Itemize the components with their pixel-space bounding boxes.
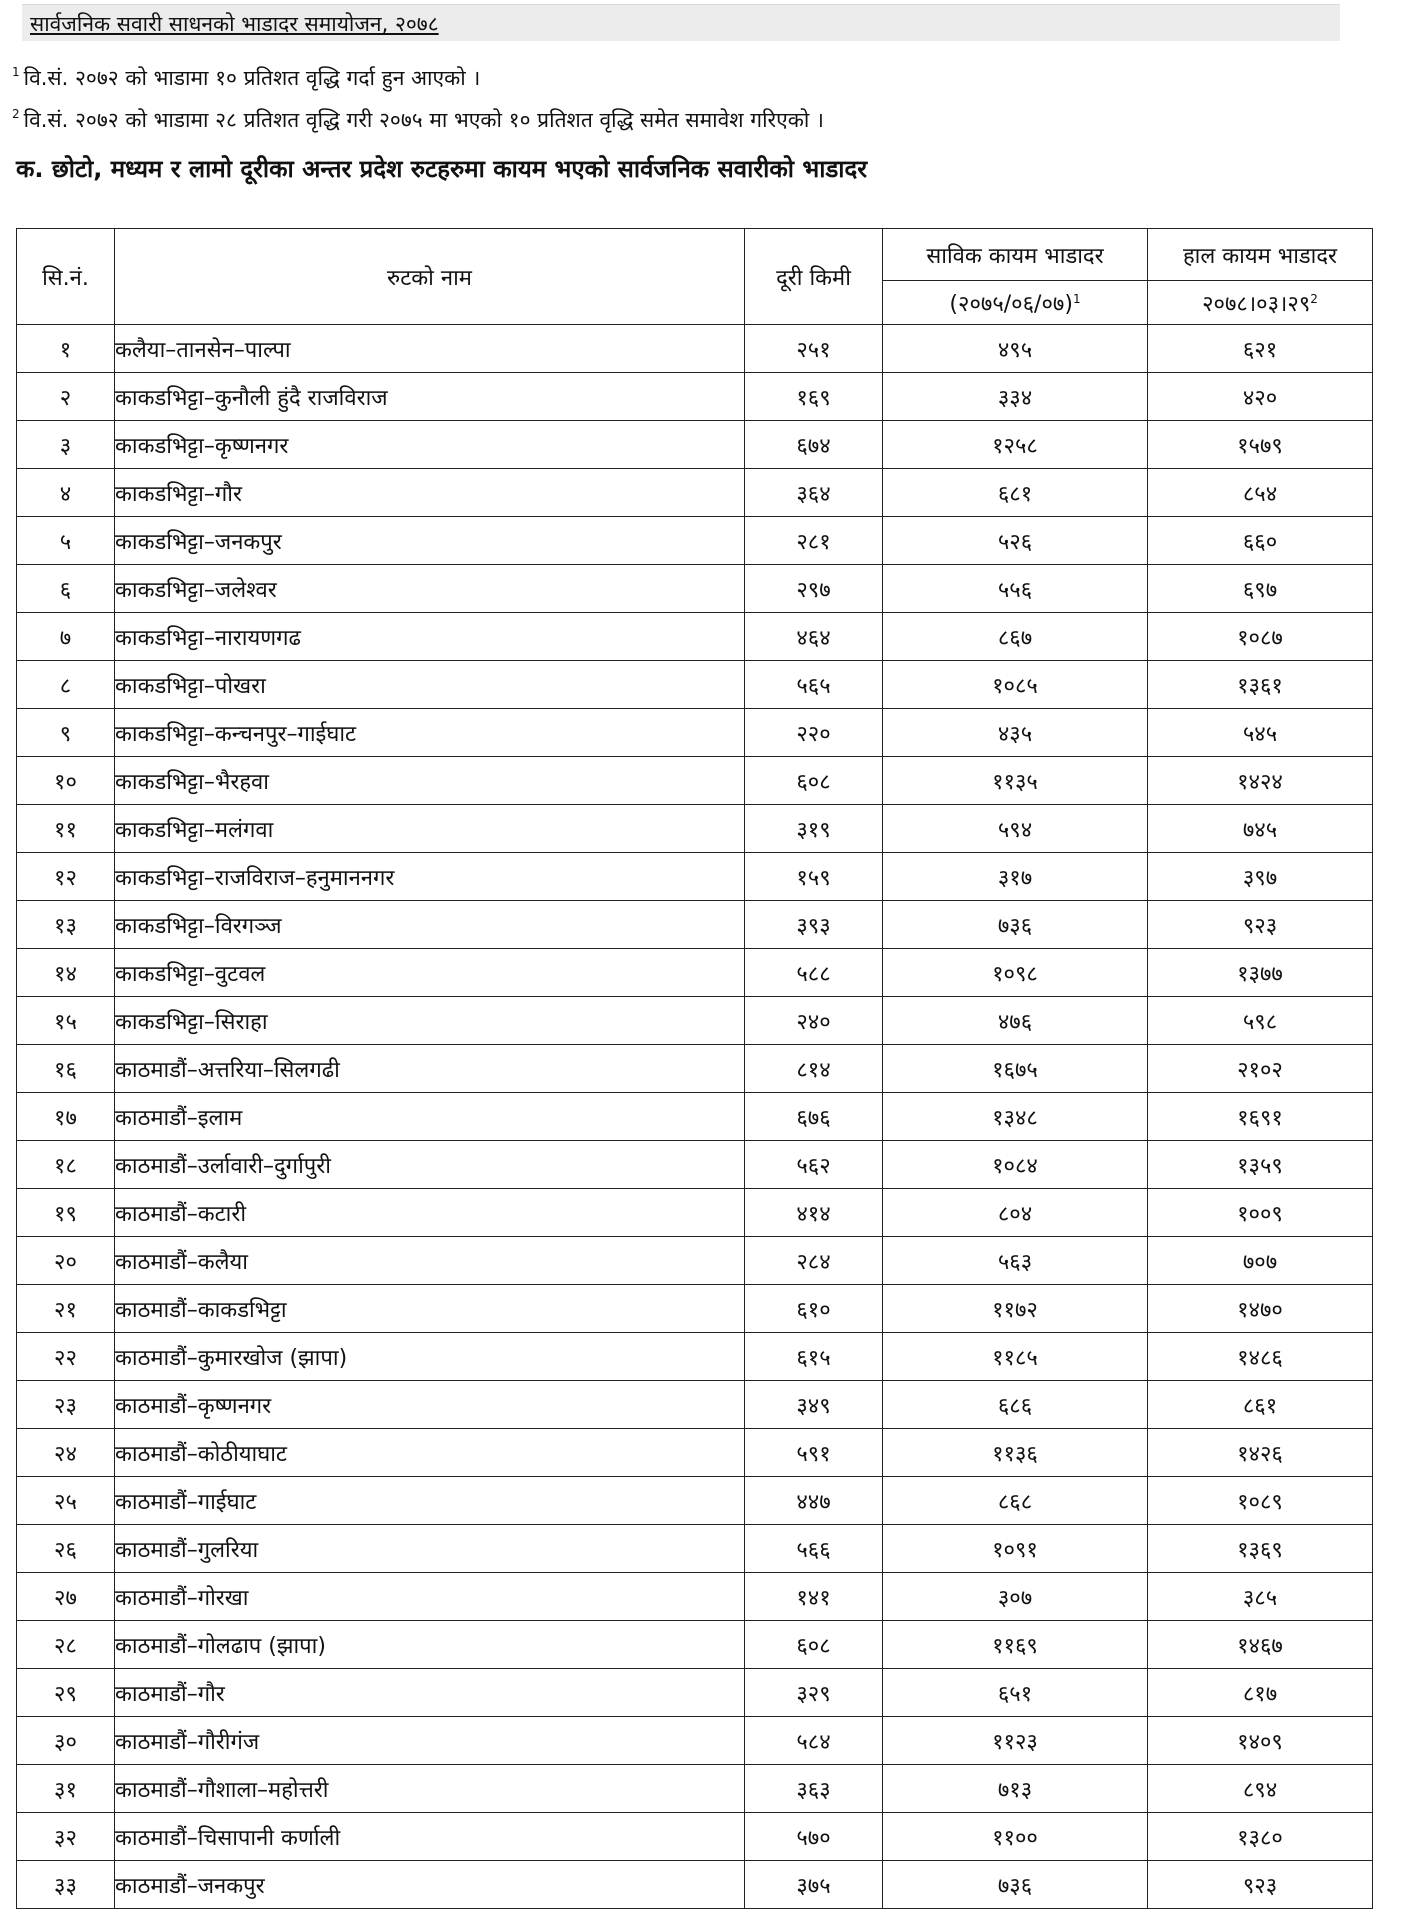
cell-new-rate: ६९७	[1148, 565, 1373, 613]
cell-sn: १३	[17, 901, 115, 949]
cell-sn: २८	[17, 1621, 115, 1669]
cell-route: काकडभिट्टा–नारायणगढ	[115, 613, 745, 661]
header-route: रुटको नाम	[115, 229, 745, 325]
table-row	[17, 1333, 1373, 1381]
cell-new-rate: ४२०	[1148, 373, 1373, 421]
cell-sn: २४	[17, 1429, 115, 1477]
cell-sn: ३	[17, 421, 115, 469]
cell-sn: ७	[17, 613, 115, 661]
cell-distance: ५६२	[745, 1141, 883, 1189]
cell-old-rate: ३३४	[883, 373, 1148, 421]
cell-old-rate: १०८५	[883, 661, 1148, 709]
cell-distance: २४०	[745, 997, 883, 1045]
cell-old-rate: ४९५	[883, 325, 1148, 373]
table-row	[17, 1813, 1373, 1861]
cell-route: काकडभिट्टा–कृष्णनगर	[115, 421, 745, 469]
cell-new-rate: १३८०	[1148, 1813, 1373, 1861]
cell-distance: २२०	[745, 709, 883, 757]
cell-old-rate: १०८४	[883, 1141, 1148, 1189]
cell-route: काकडभिट्टा–भैरहवा	[115, 757, 745, 805]
cell-new-rate: १३७७	[1148, 949, 1373, 997]
cell-route: काकडभिट्टा–राजविराज–हनुमाननगर	[115, 853, 745, 901]
cell-old-rate: ८०४	[883, 1189, 1148, 1237]
cell-new-rate: १४६७	[1148, 1621, 1373, 1669]
cell-route: काकडभिट्टा–विरगञ्ज	[115, 901, 745, 949]
header-new-rate-date	[1148, 281, 1373, 325]
cell-new-rate: १०८७	[1148, 613, 1373, 661]
cell-route: काठमाडौं–गोरखा	[115, 1573, 745, 1621]
cell-new-rate: ९२३	[1148, 1861, 1373, 1909]
cell-distance: ५६६	[745, 1525, 883, 1573]
cell-distance: ५९१	[745, 1429, 883, 1477]
cell-new-rate: ९२३	[1148, 901, 1373, 949]
footnote-1-text: वि.सं. २०७२ को भाडामा १० प्रतिशत वृद्धि गर्दा हुन आएको ।	[23, 66, 481, 90]
cell-distance: ५६५	[745, 661, 883, 709]
cell-sn: १७	[17, 1093, 115, 1141]
cell-new-rate: ८५४	[1148, 469, 1373, 517]
cell-new-rate: १४२६	[1148, 1429, 1373, 1477]
cell-route: काठमाडौं–गौर	[115, 1669, 745, 1717]
cell-sn: १	[17, 325, 115, 373]
cell-sn: १५	[17, 997, 115, 1045]
cell-route: काठमाडौं–कलैया	[115, 1237, 745, 1285]
cell-route: काठमाडौं–इलाम	[115, 1093, 745, 1141]
cell-route: काठमाडौं–कृष्णनगर	[115, 1381, 745, 1429]
cell-route: काठमाडौं–गुलरिया	[115, 1525, 745, 1573]
footnote-1-marker: 1	[12, 65, 20, 79]
table-row	[17, 613, 1373, 661]
cell-route: काठमाडौं–जनकपुर	[115, 1861, 745, 1909]
cell-sn: ९	[17, 709, 115, 757]
cell-new-rate: ८६१	[1148, 1381, 1373, 1429]
cell-new-rate: १३५९	[1148, 1141, 1373, 1189]
table-row	[17, 1717, 1373, 1765]
title-bar	[22, 4, 1340, 41]
cell-sn: २०	[17, 1237, 115, 1285]
cell-distance: ६७४	[745, 421, 883, 469]
table-row	[17, 1573, 1373, 1621]
cell-route: काठमाडौं–अत्तरिया–सिलगढी	[115, 1045, 745, 1093]
cell-old-rate: १३४८	[883, 1093, 1148, 1141]
cell-new-rate: ५९८	[1148, 997, 1373, 1045]
table-row	[17, 1621, 1373, 1669]
cell-sn: १८	[17, 1141, 115, 1189]
cell-distance: २८४	[745, 1237, 883, 1285]
cell-sn: २१	[17, 1285, 115, 1333]
cell-sn: २	[17, 373, 115, 421]
cell-sn: २३	[17, 1381, 115, 1429]
cell-old-rate: १२५८	[883, 421, 1148, 469]
cell-new-rate: १४७०	[1148, 1285, 1373, 1333]
cell-new-rate: ८१७	[1148, 1669, 1373, 1717]
cell-sn: १९	[17, 1189, 115, 1237]
table-row	[17, 805, 1373, 853]
cell-new-rate: ७०७	[1148, 1237, 1373, 1285]
table-row	[17, 469, 1373, 517]
cell-sn: १२	[17, 853, 115, 901]
new-rate-date: २०७८।०३।२९	[1202, 291, 1311, 317]
table-row	[17, 1861, 1373, 1909]
cell-distance: ८१४	[745, 1045, 883, 1093]
cell-old-rate: ८६८	[883, 1477, 1148, 1525]
table-row	[17, 373, 1373, 421]
cell-old-rate: ८६७	[883, 613, 1148, 661]
cell-old-rate: ११६९	[883, 1621, 1148, 1669]
cell-sn: ५	[17, 517, 115, 565]
cell-sn: १४	[17, 949, 115, 997]
cell-distance: ६१५	[745, 1333, 883, 1381]
cell-distance: ५७०	[745, 1813, 883, 1861]
cell-new-rate: २१०२	[1148, 1045, 1373, 1093]
cell-new-rate: १४२४	[1148, 757, 1373, 805]
cell-sn: ६	[17, 565, 115, 613]
cell-new-rate: १३६१	[1148, 661, 1373, 709]
cell-sn: २५	[17, 1477, 115, 1525]
cell-distance: ६०८	[745, 1621, 883, 1669]
table-row	[17, 1189, 1373, 1237]
cell-route: काठमाडौं–चिसापानी कर्णाली	[115, 1813, 745, 1861]
cell-sn: २७	[17, 1573, 115, 1621]
table-row	[17, 997, 1373, 1045]
cell-sn: ३०	[17, 1717, 115, 1765]
cell-sn: ३२	[17, 1813, 115, 1861]
cell-sn: २२	[17, 1333, 115, 1381]
cell-distance: ६७६	[745, 1093, 883, 1141]
section-heading: क. छोटो, मध्यम र लामो दूरीका अन्तर प्रदेश रुटहरुमा कायम भएको सार्वजनिक सवारीको भाडादर	[16, 155, 868, 183]
cell-distance: ३४९	[745, 1381, 883, 1429]
footnote-2	[12, 106, 824, 134]
cell-old-rate: ११००	[883, 1813, 1148, 1861]
cell-old-rate: ११२३	[883, 1717, 1148, 1765]
cell-old-rate: १०९१	[883, 1525, 1148, 1573]
table-row	[17, 1093, 1373, 1141]
header-old-rate: साविक कायम भाडादर	[883, 229, 1148, 281]
cell-sn: १०	[17, 757, 115, 805]
cell-new-rate: १६९१	[1148, 1093, 1373, 1141]
cell-old-rate: ५९४	[883, 805, 1148, 853]
cell-route: काकडभिट्टा–जनकपुर	[115, 517, 745, 565]
table-row	[17, 853, 1373, 901]
cell-route: काठमाडौं–कुमारखोज (झापा)	[115, 1333, 745, 1381]
cell-old-rate: ७३६	[883, 901, 1148, 949]
cell-distance: १६९	[745, 373, 883, 421]
cell-route: काकडभिट्टा–मलंगवा	[115, 805, 745, 853]
cell-distance: ३९३	[745, 901, 883, 949]
header-sn: सि.नं.	[17, 229, 115, 325]
table-row	[17, 421, 1373, 469]
cell-route: कलैया–तानसेन–पाल्पा	[115, 325, 745, 373]
header-new-rate: हाल कायम भाडादर	[1148, 229, 1373, 281]
table-row	[17, 1429, 1373, 1477]
table-row	[17, 517, 1373, 565]
table-body	[17, 325, 1373, 1909]
cell-distance: ३६३	[745, 1765, 883, 1813]
cell-new-rate: ३८५	[1148, 1573, 1373, 1621]
table-row	[17, 1381, 1373, 1429]
cell-old-rate: ५५६	[883, 565, 1148, 613]
cell-old-rate: ७३६	[883, 1861, 1148, 1909]
table-row	[17, 1525, 1373, 1573]
table-row	[17, 1765, 1373, 1813]
cell-distance: ३७५	[745, 1861, 883, 1909]
cell-old-rate: ११७२	[883, 1285, 1148, 1333]
cell-distance: २९७	[745, 565, 883, 613]
cell-old-rate: ५२६	[883, 517, 1148, 565]
cell-sn: ८	[17, 661, 115, 709]
cell-route: काठमाडौं–गाईघाट	[115, 1477, 745, 1525]
table-header	[17, 229, 1373, 325]
cell-distance: ४६४	[745, 613, 883, 661]
cell-old-rate: ३१७	[883, 853, 1148, 901]
cell-sn: १६	[17, 1045, 115, 1093]
cell-route: काकडभिट्टा–कन्चनपुर–गाईघाट	[115, 709, 745, 757]
cell-distance: १४१	[745, 1573, 883, 1621]
cell-route: काठमाडौं–गोलढाप (झापा)	[115, 1621, 745, 1669]
cell-route: काकडभिट्टा–जलेश्वर	[115, 565, 745, 613]
cell-route: काठमाडौं–गौशाला–महोत्तरी	[115, 1765, 745, 1813]
table-row	[17, 1477, 1373, 1525]
cell-sn: ३३	[17, 1861, 115, 1909]
cell-distance: ५८४	[745, 1717, 883, 1765]
table-row	[17, 565, 1373, 613]
cell-new-rate: ६२१	[1148, 325, 1373, 373]
cell-distance: २५१	[745, 325, 883, 373]
cell-route: काठमाडौं–काकडभिट्टा	[115, 1285, 745, 1333]
cell-new-rate: ६६०	[1148, 517, 1373, 565]
header-old-rate-date	[883, 281, 1148, 325]
footnote-2-marker: 2	[12, 107, 20, 121]
footnote-2-text: वि.सं. २०७२ को भाडामा २८ प्रतिशत वृद्धि गरी २०७५ मा भएको १० प्रतिशत वृद्धि समेत समावेश गरिएको ।	[23, 108, 824, 132]
cell-new-rate: १४०९	[1148, 1717, 1373, 1765]
table-row	[17, 1045, 1373, 1093]
cell-distance: ३६४	[745, 469, 883, 517]
cell-distance: ३२९	[745, 1669, 883, 1717]
table-row	[17, 949, 1373, 997]
cell-old-rate: ७१३	[883, 1765, 1148, 1813]
table-row	[17, 901, 1373, 949]
table-row	[17, 1285, 1373, 1333]
cell-distance: ६०८	[745, 757, 883, 805]
fare-table	[16, 228, 1373, 1909]
table-row	[17, 1237, 1373, 1285]
cell-new-rate: १५७९	[1148, 421, 1373, 469]
cell-old-rate: १०९८	[883, 949, 1148, 997]
cell-old-rate: ६८१	[883, 469, 1148, 517]
cell-new-rate: ८९४	[1148, 1765, 1373, 1813]
cell-route: काकडभिट्टा–पोखरा	[115, 661, 745, 709]
cell-old-rate: ११३६	[883, 1429, 1148, 1477]
cell-new-rate: ५४५	[1148, 709, 1373, 757]
table-row	[17, 757, 1373, 805]
header-distance: दूरी किमी	[745, 229, 883, 325]
cell-new-rate: १००९	[1148, 1189, 1373, 1237]
old-rate-date: (२०७५/०६/०७)	[949, 291, 1073, 317]
cell-distance: ४१४	[745, 1189, 883, 1237]
cell-old-rate: ४३५	[883, 709, 1148, 757]
table-row	[17, 1669, 1373, 1717]
cell-old-rate: ४७६	[883, 997, 1148, 1045]
cell-route: काठमाडौं–गौरीगंज	[115, 1717, 745, 1765]
cell-old-rate: ५६३	[883, 1237, 1148, 1285]
cell-sn: २६	[17, 1525, 115, 1573]
cell-old-rate: ११३५	[883, 757, 1148, 805]
footnote-1	[12, 64, 480, 92]
cell-distance: १५९	[745, 853, 883, 901]
cell-distance: ४४७	[745, 1477, 883, 1525]
cell-new-rate: १३६९	[1148, 1525, 1373, 1573]
cell-old-rate: ६५१	[883, 1669, 1148, 1717]
cell-route: काकडभिट्टा–सिराहा	[115, 997, 745, 1045]
table-row	[17, 325, 1373, 373]
cell-sn: ३१	[17, 1765, 115, 1813]
cell-route: काठमाडौं–कटारी	[115, 1189, 745, 1237]
cell-new-rate: ७४५	[1148, 805, 1373, 853]
table-row	[17, 661, 1373, 709]
cell-sn: ११	[17, 805, 115, 853]
cell-old-rate: ६८६	[883, 1381, 1148, 1429]
cell-route: काकडभिट्टा–वुटवल	[115, 949, 745, 997]
table-row	[17, 709, 1373, 757]
cell-old-rate: १६७५	[883, 1045, 1148, 1093]
cell-route: काकडभिट्टा–कुनौली हुंदै राजविराज	[115, 373, 745, 421]
cell-route: काठमाडौं–उर्लावारी–दुर्गापुरी	[115, 1141, 745, 1189]
old-rate-marker: 1	[1072, 291, 1081, 306]
cell-new-rate: १०८९	[1148, 1477, 1373, 1525]
cell-distance: ३१९	[745, 805, 883, 853]
table-row	[17, 1141, 1373, 1189]
cell-route: काठमाडौं–कोठीयाघाट	[115, 1429, 745, 1477]
cell-new-rate: १४८६	[1148, 1333, 1373, 1381]
document-title: सार्वजनिक सवारी साधनको भाडादर समायोजन, २०७८	[30, 12, 439, 36]
cell-distance: ५८८	[745, 949, 883, 997]
cell-sn: २९	[17, 1669, 115, 1717]
cell-old-rate: ११८५	[883, 1333, 1148, 1381]
new-rate-marker: 2	[1310, 291, 1318, 306]
cell-distance: ६१०	[745, 1285, 883, 1333]
cell-route: काकडभिट्टा–गौर	[115, 469, 745, 517]
cell-old-rate: ३०७	[883, 1573, 1148, 1621]
cell-new-rate: ३९७	[1148, 853, 1373, 901]
cell-distance: २८१	[745, 517, 883, 565]
cell-sn: ४	[17, 469, 115, 517]
